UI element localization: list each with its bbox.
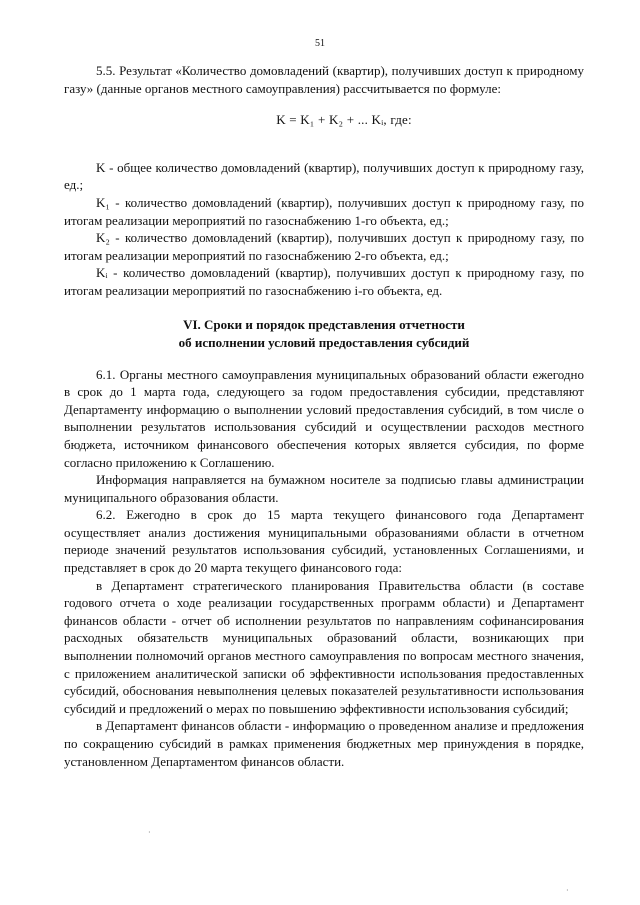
scan-speck: · — [148, 828, 151, 837]
page-number: 51 — [315, 38, 325, 49]
definition-k2: K₂ - количество домовладений (квартир), получивших доступ к природному газу, по итогам реализации мероприятий по газоснабжению 2-го объекта, ед.; — [64, 230, 584, 263]
paragraph-6-2: 6.2. Ежегодно в срок до 15 марта текущего финансового года Департамент осуществляет анализ достижения муниципальными образованиями области в отчетном периоде значений результатов использования субсидий, установленных Соглашениями, и представляет в срок до 20 марта текущего финансового года: — [64, 507, 584, 576]
document-body — [64, 62, 584, 770]
section-6-heading-line2: об исполнении условий предоставления субсидий — [178, 334, 470, 350]
paragraph-information: Информация направляется на бумажном носителе за подписью главы администрации муниципального образования области. — [64, 472, 584, 505]
definition-k: K - общее количество домовладений (квартир), получивших доступ к природному газу, ед.; — [64, 159, 584, 193]
definition-k1: K₁ - количество домовладений (квартир), получивших доступ к природному газу, по итогам реализации мероприятий по газоснабжению 1-го объекта, ед.; — [64, 194, 584, 228]
definition-ki: Kᵢ - количество домовладений (квартир), получивших доступ к природному газу, по итогам реализации мероприятий по газоснабжению i-го объекта, ед. — [64, 265, 584, 298]
section-6-heading-line1: VI. Сроки и порядок представления отчетности — [183, 316, 465, 332]
section-5-5-intro: 5.5. Результат «Количество домовладений (квартир), получивших доступ к природному газу» (данные органов местного самоуправления) рассчитывается по формуле: — [64, 63, 584, 96]
paragraph-finance-dept: в Департамент финансов области - информацию о проведенном анализе и предложения по сокращению субсидий в рамках применения бюджетных мер принуждения в порядке, установленном Департаментом финансов области. — [64, 718, 584, 769]
paragraph-strategic-dept: в Департамент стратегического планирования Правительства области (в составе годового отчета о ходе реализации государственных программ области) и Департамент финансов области - отчет об исполнении результатов по направлениям софинансирования расходных обязательств муниципальных образований области, возникающих при выполнении полномочий органов местного самоуправления по вопросам местного значения, с приложением аналитической записки об эффективности использования предоставленных субсидий, обоснования невыполнения целевых показателей результативности использования субсидий и предложений о мерах по повышению эффективности использования субсидий; — [64, 577, 584, 716]
formula: K = K₁ + K₂ + ... Kᵢ, где: — [276, 112, 412, 128]
scan-speck: · — [566, 886, 569, 895]
section-6-heading — [64, 316, 584, 352]
paragraph-6-1: 6.1. Органы местного самоуправления муниципальных образований области ежегодно в срок до 1 марта года, следующего за годом предоставления субсидии, представляют Департаменту информацию о выполнении условий предоставления субсидий, в том числе о выполнении результатов использования субсидий и осуществлении расходов местного бюджета, источником финансового обеспечения которых является субсидия, по форме согласно приложению к Соглашению. — [64, 366, 584, 470]
spacer — [64, 145, 584, 159]
